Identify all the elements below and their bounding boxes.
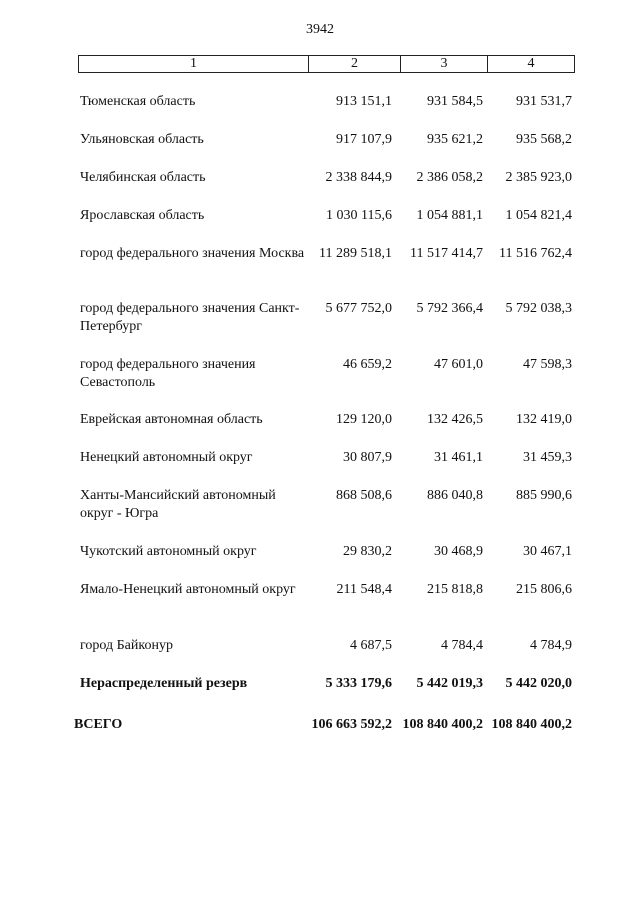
row-value-col2: 129 120,0: [336, 412, 392, 427]
row-value-col4: 935 568,2: [516, 132, 572, 147]
row-value-col3: 5 792 366,4: [416, 301, 483, 316]
row-value-col4: 108 840 400,2: [491, 717, 572, 732]
table-header: [78, 55, 575, 73]
row-name: ВСЕГО: [74, 717, 123, 732]
row-value-col4: 30 467,1: [523, 544, 572, 559]
row-value-col3: 108 840 400,2: [402, 717, 483, 732]
row-value-col4: 931 531,7: [516, 94, 572, 109]
row-value-col2: 211 548,4: [336, 582, 392, 597]
row-value-col2: 5 333 179,6: [325, 676, 392, 691]
row-name: Тюменская область: [80, 94, 196, 109]
row-value-col3: 5 442 019,3: [416, 676, 483, 691]
row-value-col3: 931 584,5: [427, 94, 483, 109]
row-value-col3: 886 040,8: [427, 488, 483, 503]
row-value-col2: 11 289 518,1: [319, 246, 392, 261]
row-name: Челябинская область: [80, 170, 206, 185]
row-name: город Байконур: [80, 638, 173, 653]
row-name: Еврейская автономная область: [80, 412, 263, 427]
row-name: Ульяновская область: [80, 132, 204, 147]
row-name: город федерального значения Севастополь: [80, 357, 256, 390]
row-value-col4: 47 598,3: [523, 357, 572, 372]
row-value-col2: 913 151,1: [336, 94, 392, 109]
row-value-col2: 917 107,9: [336, 132, 392, 147]
row-value-col4: 215 806,6: [516, 582, 572, 597]
row-value-col2: 29 830,2: [343, 544, 392, 559]
row-value-col3: 47 601,0: [434, 357, 483, 372]
row-value-col2: 5 677 752,0: [325, 301, 392, 316]
row-name: город федерального значения Санкт-Петербург: [80, 301, 300, 334]
row-name: Ямало-Ненецкий автономный округ: [80, 582, 296, 597]
row-value-col4: 5 792 038,3: [505, 301, 572, 316]
page-number: 3942: [306, 22, 334, 37]
row-value-col4: 4 784,9: [530, 638, 572, 653]
row-name: Нераспределенный резерв: [80, 676, 248, 691]
row-value-col3: 132 426,5: [427, 412, 483, 427]
row-value-col3: 2 386 058,2: [416, 170, 483, 185]
row-value-col2: 106 663 592,2: [311, 717, 392, 732]
row-value-col4: 2 385 923,0: [505, 170, 572, 185]
row-name: Чукотский автономный округ: [80, 544, 257, 559]
row-value-col3: 4 784,4: [441, 638, 483, 653]
row-name: Ненецкий автономный округ: [80, 450, 253, 465]
column-header-4: 4: [527, 56, 535, 71]
row-value-col3: 1 054 881,1: [416, 208, 483, 223]
row-value-col3: 215 818,8: [427, 582, 483, 597]
row-value-col2: 30 807,9: [343, 450, 392, 465]
row-value-col4: 31 459,3: [523, 450, 572, 465]
row-name: Ярославская область: [80, 208, 205, 223]
row-value-col4: 11 516 762,4: [499, 246, 572, 261]
row-value-col4: 885 990,6: [516, 488, 572, 503]
row-value-col4: 5 442 020,0: [505, 676, 572, 691]
row-value-col2: 868 508,6: [336, 488, 392, 503]
row-value-col4: 1 054 821,4: [505, 208, 572, 223]
row-value-col2: 2 338 844,9: [325, 170, 392, 185]
row-value-col3: 935 621,2: [427, 132, 483, 147]
column-header-1: 1: [79, 56, 309, 72]
row-value-col3: 31 461,1: [434, 450, 483, 465]
row-value-col3: 11 517 414,7: [410, 246, 483, 261]
column-header-2: 2: [309, 56, 401, 72]
row-value-col2: 1 030 115,6: [326, 208, 392, 223]
column-header-3: 3: [401, 56, 488, 72]
row-name: город федерального значения Москва: [80, 246, 305, 261]
row-value-col2: 46 659,2: [343, 357, 392, 372]
row-value-col4: 132 419,0: [516, 412, 572, 427]
row-value-col3: 30 468,9: [434, 544, 483, 559]
row-value-col2: 4 687,5: [350, 638, 392, 653]
row-name: Ханты-Мансийский автономный округ - Югра: [80, 488, 276, 521]
